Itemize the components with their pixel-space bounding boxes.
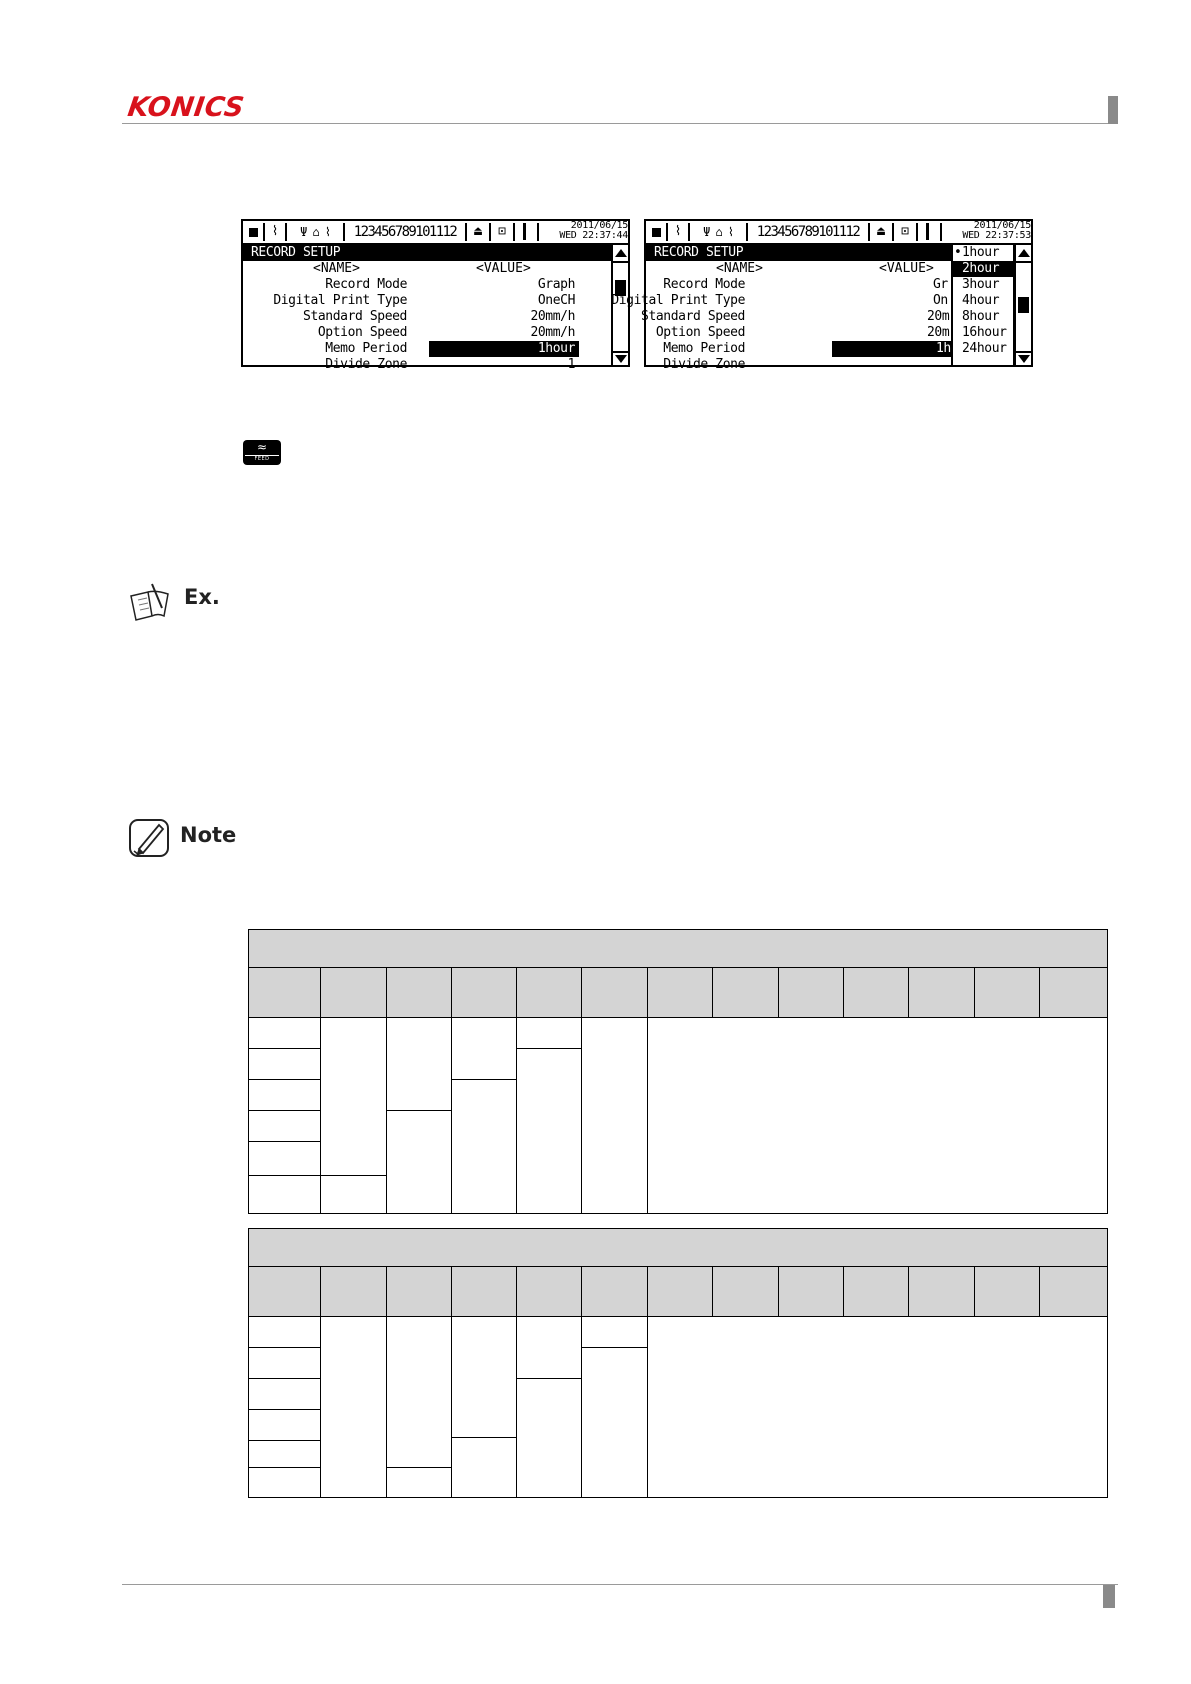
dropdown-option[interactable]: 3hour (962, 277, 1000, 292)
setting-row-option-speed[interactable] (243, 325, 613, 341)
setting-name: Option Speed (317, 325, 407, 340)
setting-name: Digital Print Type (273, 293, 407, 308)
grid-line (843, 968, 844, 1018)
konics-logo: KONICS (125, 92, 247, 123)
setting-row-divide-zone[interactable] (646, 357, 951, 373)
date-text: 2011/06/15 (973, 220, 1031, 231)
memo-period-dropdown[interactable] (951, 245, 1015, 365)
setting-row-option-speed[interactable] (646, 325, 951, 341)
screen-title: RECORD SETUP (243, 245, 613, 261)
setting-row-record-mode[interactable] (646, 277, 951, 293)
feed-key-icon (243, 440, 281, 465)
stop-icon (243, 223, 265, 241)
table-header (249, 1229, 1107, 1267)
grid-line (386, 968, 387, 1214)
dropdown-option[interactable]: 8hour (962, 309, 1000, 324)
lock-icon: ⊡ (894, 223, 918, 241)
grid-line (249, 1175, 320, 1176)
setting-row-memo-period[interactable] (243, 341, 613, 357)
pen-icon: ⌇ (668, 223, 690, 241)
eject-icon: ⏏ (870, 223, 894, 241)
setting-name: Standard Speed (303, 309, 407, 324)
grid-line (451, 1267, 452, 1498)
setting-row-memo-period[interactable] (646, 341, 951, 357)
header-rule (122, 123, 1118, 124)
date-text: 2011/06/15 (570, 220, 628, 231)
footer-rule (122, 1584, 1118, 1585)
grid-line (778, 968, 779, 1018)
name-column-header: <NAME> (313, 261, 360, 276)
setting-row-record-mode[interactable] (243, 277, 613, 293)
value-column-header: <VALUE> (476, 261, 531, 276)
feed-arrow-icon: ≈ (256, 440, 268, 454)
grid-line (516, 1378, 581, 1379)
table-header (249, 930, 1107, 968)
eject-icon: ⏏ (467, 223, 491, 241)
lcd-screen-record-setup (241, 219, 630, 372)
grid-line (516, 968, 517, 1214)
grid-line (843, 1267, 844, 1317)
lcd-screen-record-setup-popup (611, 219, 1033, 372)
setting-name: Option Speed (655, 325, 745, 340)
grid-line (249, 1467, 320, 1468)
note-pencil-icon (127, 817, 171, 859)
grid-line (249, 1110, 320, 1111)
setting-name: Standard Speed (641, 309, 745, 324)
channel-indicator: 123456789101112 (748, 223, 870, 241)
dropdown-option[interactable]: 4hour (962, 293, 1000, 308)
setting-row-standard-speed[interactable] (641, 309, 951, 325)
scroll-up-arrow-icon[interactable] (615, 249, 627, 257)
scroll-down-arrow-icon[interactable] (1018, 355, 1030, 363)
header-page-tab (1108, 96, 1118, 124)
setting-value: 20m (927, 309, 950, 324)
grid-line (451, 968, 452, 1214)
dropdown-option[interactable]: • 1hour (953, 245, 1013, 261)
setting-name: Divide Zone (663, 357, 745, 372)
grid-line (647, 1267, 648, 1498)
time-text: WED 22:37:44 (559, 230, 628, 241)
datetime (559, 221, 628, 241)
table-1 (248, 929, 1108, 1214)
time-text: WED 22:37:53 (962, 230, 1031, 241)
feed-key-label: FEED (254, 456, 270, 462)
grid-line (647, 968, 648, 1214)
setting-value: Gr (933, 277, 948, 292)
lock-icon: ⊡ (491, 223, 515, 241)
grid-line (974, 1267, 975, 1317)
grid-line (581, 1267, 582, 1498)
setting-value: 1h (936, 341, 951, 356)
grid-line (908, 1267, 909, 1317)
grid-line (320, 968, 321, 1214)
dropdown-option[interactable]: 24hour (962, 341, 1007, 356)
table-subheader (249, 968, 1107, 1018)
status-bar (243, 221, 628, 245)
grid-line (451, 1079, 516, 1080)
grid-line (386, 1467, 451, 1468)
grid-line (581, 968, 582, 1214)
scroll-down-arrow-icon[interactable] (615, 355, 627, 363)
grid-line (249, 1440, 320, 1441)
alarm-icon (515, 223, 539, 241)
setting-value: OneCH (537, 293, 575, 308)
setting-value: 20mm/h (530, 325, 575, 340)
setting-value: 20mm/h (530, 309, 575, 324)
grid-line (320, 1175, 386, 1176)
pen-icon: ⌇ (265, 223, 287, 241)
grid-line (249, 1048, 320, 1049)
setting-row-divide-zone[interactable] (243, 357, 613, 373)
dropdown-option-selected[interactable]: 2hour (953, 261, 1013, 277)
grid-line (974, 968, 975, 1018)
grid-line (386, 1267, 387, 1498)
grid-line (1039, 968, 1040, 1018)
table-subheader (249, 1267, 1107, 1317)
grid-line (451, 1437, 516, 1438)
grid-line (249, 1141, 320, 1142)
setting-value: 20m (927, 325, 950, 340)
dropdown-option[interactable]: 16hour (962, 325, 1007, 340)
example-label: Ex. (184, 585, 220, 609)
channel-indicator: 123456789101112 (345, 223, 467, 241)
grid-line (1039, 1267, 1040, 1317)
scroll-divider (613, 261, 628, 263)
grid-line (516, 1048, 581, 1049)
footer-page-tab (1103, 1585, 1115, 1608)
alarm-icon (918, 223, 942, 241)
scroll-divider (1016, 261, 1031, 263)
example-book-icon (128, 582, 174, 622)
grid-line (249, 1378, 320, 1379)
scrollbar[interactable] (1014, 245, 1031, 365)
grid-line (778, 1267, 779, 1317)
setting-row-digital-print-type[interactable] (243, 293, 613, 309)
setting-name: Record Mode (325, 277, 407, 292)
stop-icon (646, 223, 668, 241)
setting-name: Record Mode (663, 277, 745, 292)
usb-icon: Ψ ⌂ ⌇ (287, 223, 345, 241)
scroll-divider (1016, 351, 1031, 353)
value-column-header: <VALUE> (879, 261, 934, 276)
grid-line (908, 968, 909, 1018)
scroll-thumb[interactable] (1018, 297, 1029, 313)
scroll-divider (613, 351, 628, 353)
note-label: Note (180, 823, 237, 847)
grid-line (249, 1347, 320, 1348)
setting-name: Digital Print Type (611, 293, 745, 308)
grid-line (712, 1267, 713, 1317)
setting-value: 1hour (537, 341, 575, 356)
grid-line (320, 1267, 321, 1498)
setting-value: Graph (537, 277, 575, 292)
status-bar (646, 221, 1031, 245)
setting-value: On (933, 293, 948, 308)
name-column-header: <NAME> (716, 261, 763, 276)
grid-line (386, 1110, 451, 1111)
setting-name: Memo Period (663, 341, 745, 356)
table-2 (248, 1228, 1108, 1498)
grid-line (712, 968, 713, 1018)
setting-row-digital-print-type[interactable] (611, 293, 951, 309)
grid-line (516, 1267, 517, 1498)
setting-value: 1 (567, 357, 575, 372)
setting-row-standard-speed[interactable] (243, 309, 613, 325)
setting-name: Memo Period (325, 341, 407, 356)
screen-title: RECORD SETUP (646, 245, 1016, 261)
grid-line (249, 1409, 320, 1410)
setting-name: Divide Zone (325, 357, 407, 372)
scroll-up-arrow-icon[interactable] (1018, 249, 1030, 257)
grid-line (581, 1347, 647, 1348)
usb-icon: Ψ ⌂ ⌇ (690, 223, 748, 241)
grid-line (249, 1079, 320, 1080)
datetime (962, 221, 1031, 241)
